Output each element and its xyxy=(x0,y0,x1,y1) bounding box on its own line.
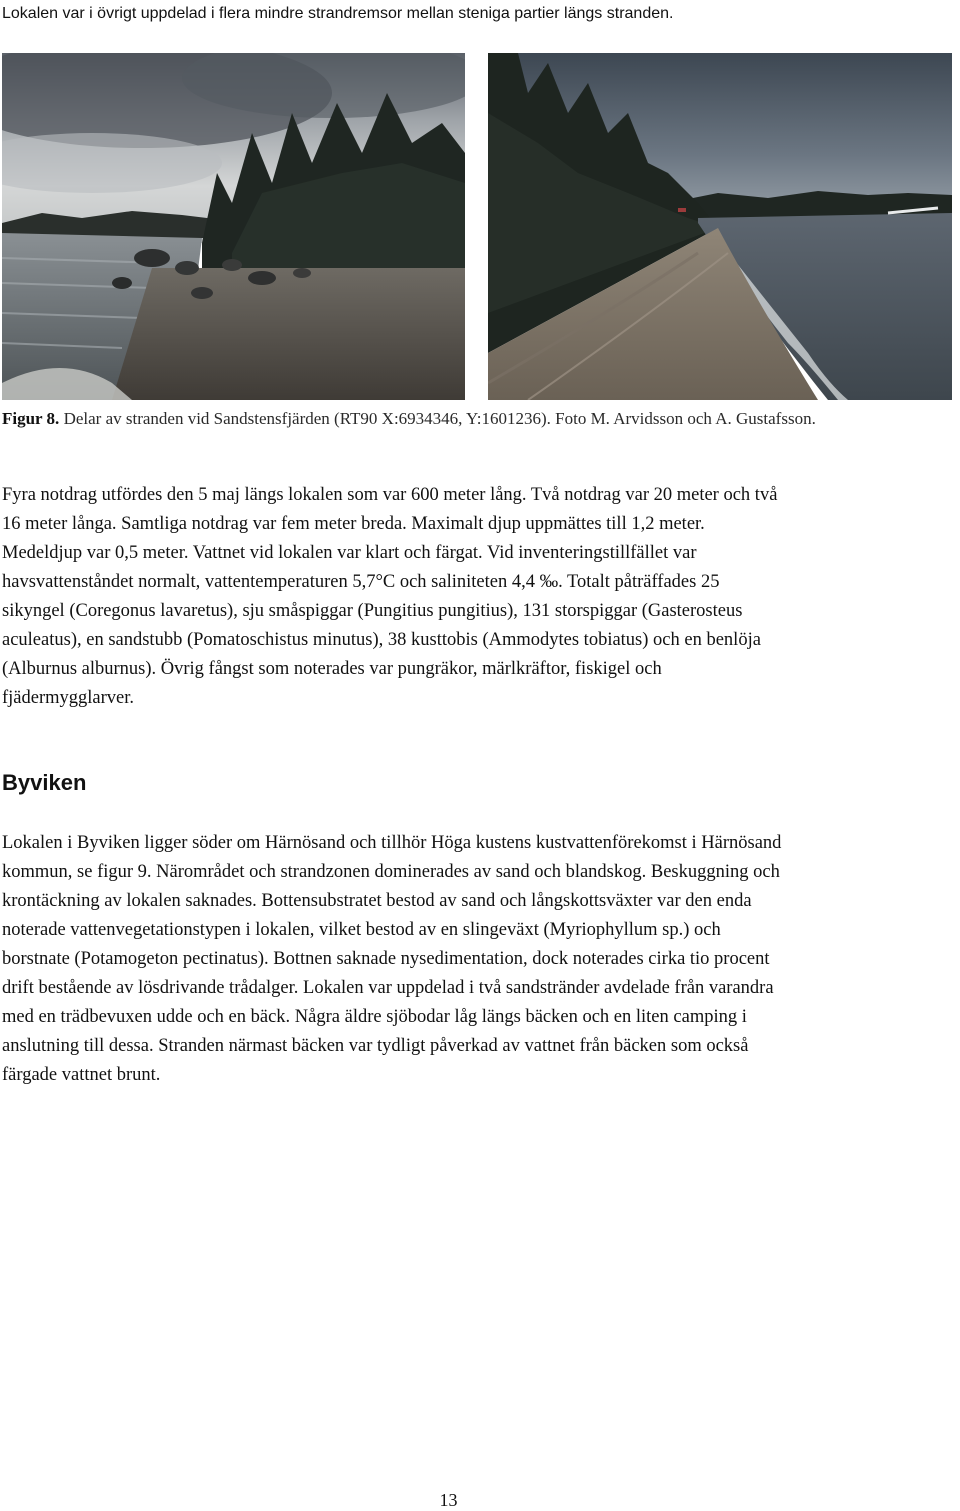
intro-text: Lokalen var i övrigt uppdelad i flera mindre strandremsor mellan steniga partier längs stranden. xyxy=(2,5,674,22)
figure-label: Figur 8. xyxy=(2,409,60,428)
beach-photo-left xyxy=(2,53,465,400)
figure-caption-text: Delar av stranden vid Sandstensfjärden (RT90 X:6934346, Y:1601236). Foto M. Arvidsson och A. Gustafsson. xyxy=(59,409,816,428)
page-number: 13 xyxy=(439,1490,458,1510)
body-paragraph-2: Lokalen i Byviken ligger söder om Härnösand och tillhör Höga kustens kustvattenförekomst i Härnösand kommun, se figur 9. Närområdet och strandzonen dominerades av sand och blandskog. Beskuggning och krontäckning av lokalen saknades. Bottensubstratet bestod av sand och långskottsväxter var den enda noterade vattenvegetationstypen i lokalen, vilket bestod av en slingeväxt (Myriophyllum sp.) och borstnate (Potamogeton pectinatus). Bottnen saknade nysedimentation, dock noterades cirka tio procent drift bestående av lösdrivande trådalger. Lokalen var uppdelad i två sandstränder avdelade från varandra med en trädbevuxen udde och en bäck. Några äldre sjöbodar låg längs bäcken och en liten camping i anslutning till dessa. Stranden närmast bäcken var tydligt påverkad av vattnet från bäcken som också färgade vattnet brunt. xyxy=(2,833,782,1085)
beach-photo-right xyxy=(488,53,952,400)
section-heading: Byviken xyxy=(2,770,87,795)
body-paragraph-1: Fyra notdrag utfördes den 5 maj längs lokalen som var 600 meter lång. Två notdrag var 20 meter och två 16 meter långa. Samtliga notdrag var fem meter breda. Maximalt djup uppmättes till 1,2 meter. Medeldjup var 0,5 meter. Vattnet vid lokalen var klart och färgat. Vid inventeringstillfället var havsvattenståndet normalt, vattentemperaturen 5,7°C och saliniteten 4,4 ‰. Totalt påträffades 25 sikyngel (Coregonus lavaretus), sju småspiggar (Pungitius pungitius), 131 storspiggar (Gasterosteus aculeatus), en sandstubb (Pomatoschistus minutus), 38 kusttobis (Ammodytes tobiatus) och en benlöja (Alburnus alburnus). Övrig fångst som noterades var pungräkor, märlkräftor, fiskigel och fjädermygglarver. xyxy=(2,485,778,708)
figure-caption xyxy=(2,409,932,429)
